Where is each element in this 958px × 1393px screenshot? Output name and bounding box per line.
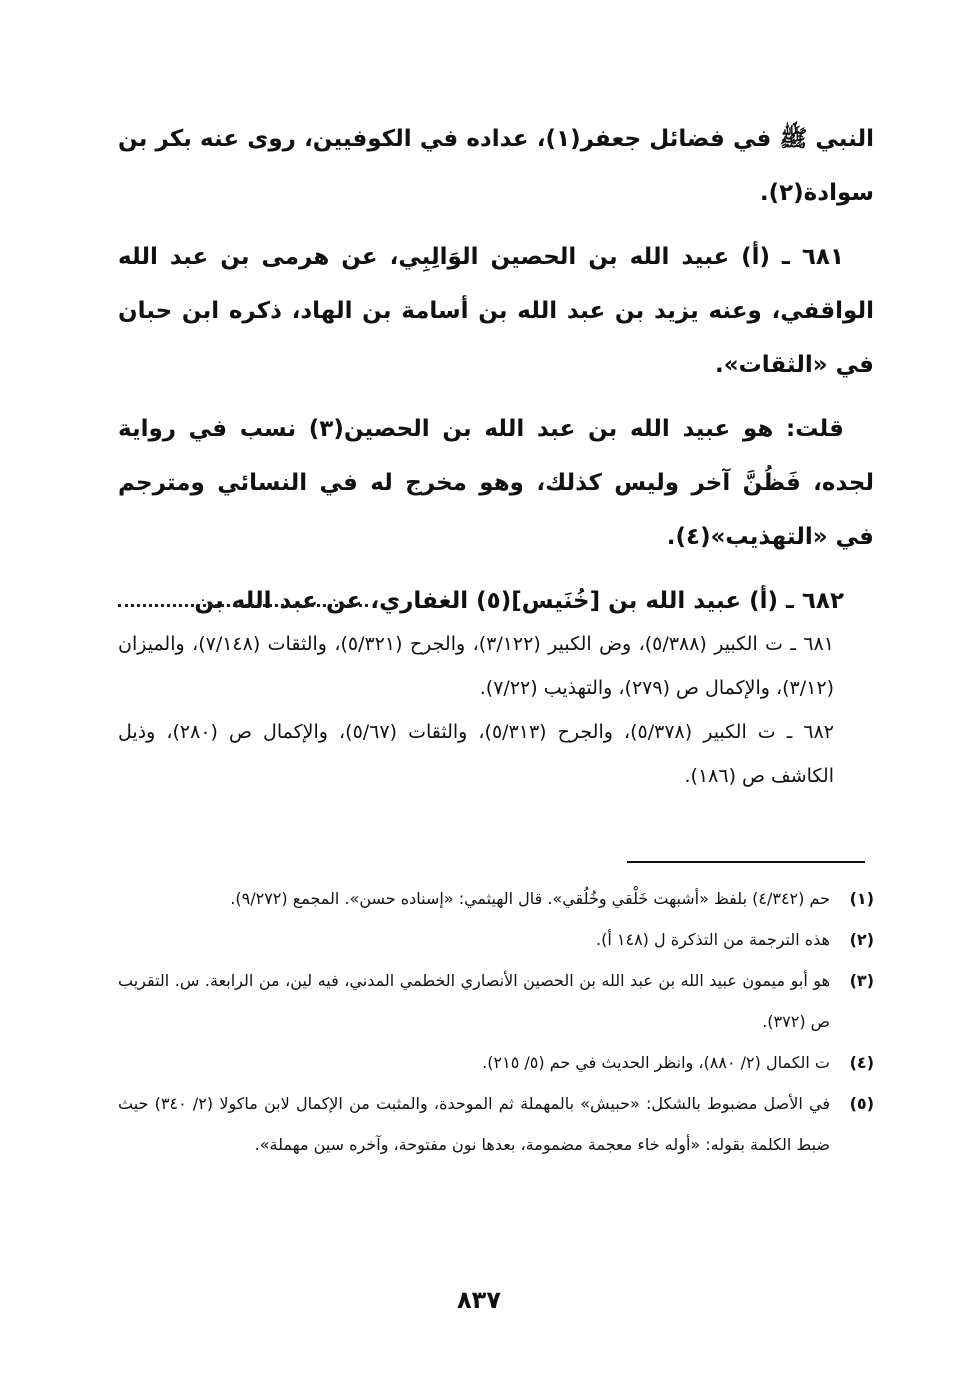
footnotes	[118, 878, 874, 1165]
footnote-number: (٤)	[849, 1053, 874, 1072]
footnote-number: (١)	[849, 889, 874, 908]
footnote-rule	[627, 861, 865, 863]
footnote-text: هو أبو ميمون عبيد الله بن عبد الله بن الحصين الأنصاري الخطمي المدني، فيه لين، من الرابعة. س. التقريب ص (٣٧٢).	[118, 971, 830, 1031]
footnote-4	[118, 1042, 874, 1083]
sources-block	[118, 622, 834, 798]
footnote-2	[118, 919, 874, 960]
main-text	[118, 112, 874, 638]
footnote-number: (٢)	[849, 930, 874, 949]
footnote-3	[118, 960, 874, 1042]
footnote-text: في الأصل مضبوط بالشكل: «حبيش» بالمهملة ثم الموحدة، والمثبت من الإكمال لابن ماكولا (٢/ ٣٤٠) حيث ضبط الكلمة بقوله: «أوله خاء معجمة مضمومة، بعدها نون مفتوحة، وآخره سين مهملة».	[118, 1094, 831, 1154]
footnote-text: حم (٤/٣٤٢) بلفظ «أشبهت خَلْقي وخُلُقي». قال الهيثمي: «إسناده حسن». المجمع (٩/٢٧٢).	[230, 889, 830, 908]
footnote-text: ت الكمال (٢/ ٨٨٠)، وانظر الحديث في حم (٥/ ٢١٥).	[482, 1053, 830, 1072]
sources-681: ٦٨١ ـ ت الكبير (٥/٣٨٨)، وض الكبير (٣/١٢٢)، والجرح (٥/٣٢١)، والثقات (٧/١٤٨)، والميزان (٣/١٢)، والإكمال ص (٢٧٩)، والتهذيب (٧/٢٢).	[118, 633, 834, 699]
footnote-5	[118, 1083, 874, 1165]
main-paragraph-1: النبي ﷺ في فضائل جعفر(١)، عداده في الكوفيين، روى عنه بكر بن سوادة(٢).	[118, 126, 874, 206]
page-number: ٨٣٧	[457, 1286, 501, 1314]
footnote-number: (٥)	[849, 1094, 874, 1113]
footnote-1	[118, 878, 874, 919]
entry-682: ٦٨٢ ـ (أ) عبيد الله بن [خُنَيس](٥) الغفاري، عن عبد الله بن	[194, 588, 844, 614]
entry-681: ٦٨١ ـ (أ) عبيد الله بن الحصين الوَالِبِي، عن هرمى بن عبد الله الواقفي، وعنه يزيد بن عبد الله بن أسامة بن الهاد، ذكره ابن حبان في «الثقات».	[118, 244, 874, 378]
footnote-number: (٣)	[849, 971, 874, 990]
dotted-separator	[118, 604, 368, 609]
sources-682: ٦٨٢ ـ ت الكبير (٥/٣٧٨)، والجرح (٥/٣١٣)، والثقات (٥/٦٧)، والإكمال ص (٢٨٠)، وذيل الكاشف ص (١٨٦).	[118, 721, 834, 787]
comment-paragraph: قلت: هو عبيد الله بن عبد الله بن الحصين(٣) نسب في رواية لجده، فَظُنَّ آخر وليس كذلك، وهو مخرج له في النسائي ومترجم في «التهذيب»(٤).	[118, 416, 874, 550]
footnote-text: هذه الترجمة من التذكرة ل (١٤٨ أ).	[596, 930, 830, 949]
